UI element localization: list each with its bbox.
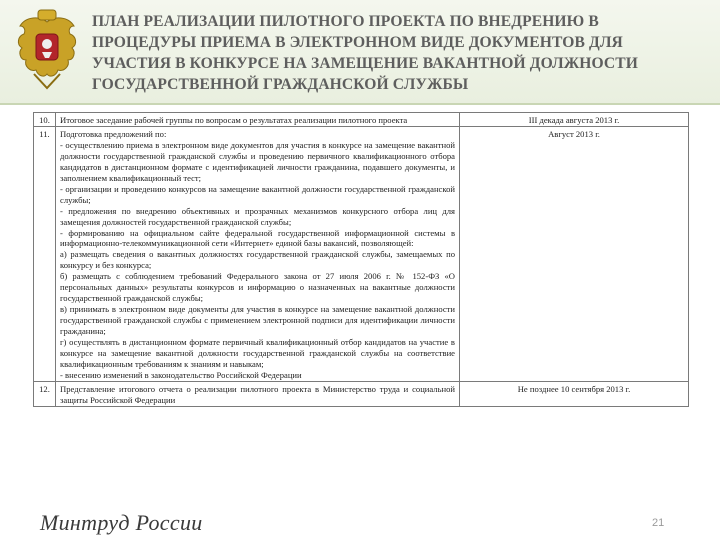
page-number: 21 [652,517,665,529]
task-text: в) принимать в электронном виде документы для участия в конкурсе на замещение вакантной должности государственной гражданской службы с применением электронной подписи для идентификации личности гражданина; [60,304,455,337]
task-text: Итоговое заседание рабочей группы по вопросам о результатах реализации пилотного проекта [60,115,408,125]
task-text: - формированию на официальном сайте федеральной государственной информационной системы в информационно-телекоммуникационной сети «Интернет» единой базы вакансий, позволяющей: [60,227,455,249]
ministry-logo-text: Минтруд России [40,510,203,535]
task-text: - организации и проведению конкурсов на замещение вакантной должности государственной гражданской службы; [60,183,455,205]
table-row [34,113,689,127]
table-row [34,381,689,406]
task-text: - предложения по внедрению объективных и прозрачных механизмов конкурсного отбора лиц для замещения должностей государственной гражданской службы; [60,205,455,227]
task-text: Представление итогового отчета о реализации пилотного проекта в Министерство труда и социальной защиты Российской Федерации [60,383,455,405]
task-text: г) осуществлять в дистанционном формате первичный квалификационный отбор кандидатов на участие в конкурсе на замещение вакантной должности государственной гражданской службы на соответствие квалификационным требованиям к знаниям и навыкам; [60,337,455,369]
slide-header [0,0,720,103]
table-row [34,126,689,381]
plan-table [33,112,689,407]
task-text: б) размещать с соблюдением требований Федерального закона от 27 июля 2006 г. № 152-ФЗ «О персональных данных» результаты конкурсов и информацию о назначенных на вакантные должности государственной гражданской службы; [60,271,455,304]
task-text: Подготовка предложений по: [60,128,167,139]
term-cell: Не позднее 10 сентября 2013 г. [460,381,689,406]
row-number: 11. [34,126,56,381]
task-text: а) размещать сведения о вакантных должностях государственной гражданской службы, замещаемых по конкурсу и без конкурса; [60,249,455,271]
task-text: - осуществлению приема в электронном виде документов для участия в конкурсе на замещение вакантной должности государственной гражданской службы и проведению первичного квалификационного отбора кандидатов в дистанционном формате с идентификацией личности гражданина, подавшего документы, и заполнением квалификационный тест; [60,139,455,183]
task-text: - внесению изменений в законодательство Российской Федерации [60,369,302,380]
header-divider [0,103,720,105]
row-number: 12. [34,381,56,406]
row-number: 10. [34,113,56,127]
term-cell: III декада августа 2013 г. [460,113,689,127]
task-cell [56,381,460,406]
russian-coat-of-arms-icon [14,8,80,90]
term-cell: Август 2013 г. [460,126,689,381]
page-title: ПЛАН РЕАЛИЗАЦИИ ПИЛОТНОГО ПРОЕКТА ПО ВНЕДРЕНИЮ В ПРОЦЕДУРЫ ПРИЕМА В ЭЛЕКТРОННОМ ВИДЕ ДОКУМЕНТОВ ДЛЯ УЧАСТИЯ В КОНКУРСЕ НА ЗАМЕЩЕНИЕ ВАКАНТНОЙ ДОЛЖНОСТИ ГОСУДАРСТВЕННОЙ ГРАЖДАНСКОЙ СЛУЖБЫ [92,13,639,93]
task-cell [56,113,460,127]
task-cell [56,126,460,381]
